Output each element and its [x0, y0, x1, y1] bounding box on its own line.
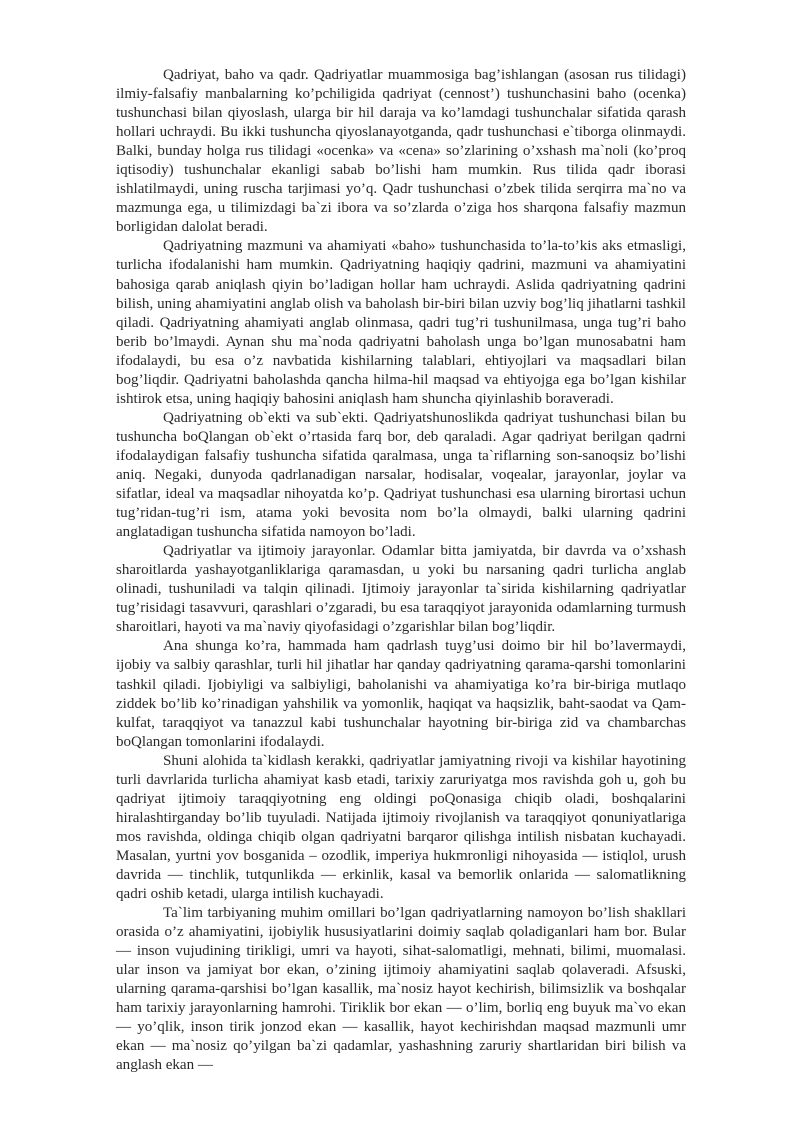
- document-page: [116, 66, 686, 1075]
- paragraph: Qadriyatlar va ijtimoiy jarayonlar. Odamlar bitta jamiyatda, bir davrda va o’xshash sharoitlarda yashayotganliklariga qaramasdan, u yoki bu narsaning qadri turlicha anglab olinadi, tushuniladi va talqin qilinadi. Ijtimoiy jarayonlar ta`sirida kishilarning qadriyatlar tug’risidagi tasavvuri, qarashlari o’zgaradi, bu esa taraqqiyot jarayonida odamlarning turmush sharoitlari, hayoti va ma`naviy qiyofasidagi o’zgarishlar bilan bog’liqdir.: [116, 543, 686, 636]
- paragraph: Qadriyat, baho va qadr. Qadriyatlar muammosiga bag’ishlangan (asosan rus tilidagi) ilmiy-falsafiy manbalarning ko’pchiligida qadriyat (cennost’) tushunchasini baho (ocenka) tushunchasi bilan qiyoslash, ularga bir hil daraja va ko’lamdagi tushunchalar sifatida qarash hollari uchraydi. Bu ikki tushuncha qiyoslanayotganda, qadr tushunchasi e`tiborga olinmaydi. Balki, bunday holga rus tilidagi «ocenka» va «cena» so’zlarining o’xshash ma`noli (ko’proq iqtisodiy) tushunchalar ekanligi sabab bo’lishi ham mumkin. Rus tilida qadr iborasi ishlatilmaydi, uning ruscha tarjimasi yo’q. Qadr tushunchasi o’zbek tilida serqirra ma`no va mazmunga ega, u tilimizdagi ba`zi ibora va so’zlarda o’ziga hos sharqona falsafiy mazmun borligidan dalolat beradi.: [116, 67, 686, 236]
- paragraph: Qadriyatning ob`ekti va sub`ekti. Qadriyatshunoslikda qadriyat tushunchasi bilan bu tushuncha boQlangan ob`ekt o’rtasida farq bor, deb qaraladi. Agar qadriyat berilgan qadrni ifodalaydigan falsafiy tushuncha sifatida qaralmasa, unga ta`riflarning son-sanoqsiz bo’lishi aniq. Negaki, dunyoda qadrlanadigan narsalar, hodisalar, voqealar, jarayonlar, joylar va sifatlar, ideal va maqsadlar nihoyatda ko’p. Qadriyat tushunchasi esa ularning birortasi uchun tug’ridan-tug’ri ism, atama yoki bevosita nom bo’la olmaydi, balki ularning qadrini anglatadigan tushuncha sifatida namoyon bo’ladi.: [116, 409, 686, 541]
- paragraph: Qadriyatning mazmuni va ahamiyati «baho» tushunchasida to’la-to’kis aks etmasligi, turlicha ifodalanishi ham mumkin. Qadriyatning haqiqiy qadrini, mazmuni va ahamiyatini bahosiga qarab aniqlash qiyin bo’ladigan hollar ham uchraydi. Aslida qadriyatning qadrini bilish, uning ahamiyatini anglab olish va baholash bir-biri bilan uzviy bog’liq jihatlarni tashkil qiladi. Qadriyatning ahamiyati anglab olinmasa, qadri tug’ri tushunilmasa, unga tug’ri baho berib bo’lmaydi. Aynan shu ma`noda qadriyatni baholash unga bo’lgan munosabatni ham ifodalaydi, bu esa o’z navbatida kishilarning talablari, ehtiyojlari va maqsadlari bilan bog’liqdir. Qadriyatni baholashda qancha hilma-hil maqsad va ehtiyojga ega bo’lgan kishilar ishtirok etsa, uning haqiqiy bahosini aniqlash ham shuncha qiyinlashib boraveradi.: [116, 238, 686, 407]
- paragraph: Shuni alohida ta`kidlash kerakki, qadriyatlar jamiyatning rivoji va kishilar hayotining turli davrlarida turlicha ahamiyat kasb etadi, tarixiy zaruriyatga mos ravishda goh u, goh bu qadriyat ijtimoiy taraqqiyotning eng oldingi poQonasiga chiqib oladi, boshqalarini hiralashtirganday bo’lib tuyuladi. Natijada ijtimoiy rivojlanish va taraqqiyot qonuniyatlariga mos ravishda, oldinga chiqib olgan qadriyatni barqaror qilishga intilish nisbatan kuchayadi. Masalan, yurtni yov bosganida – ozodlik, imperiya hukmronligi nihoyasida — istiqlol, urush davrida — tinchlik, tutqunlikda — erkinlik, kasal va bemorlik onlarida — salomatlikning qadri oshib ketadi, ularga intilish kuchayadi.: [116, 752, 686, 903]
- paragraph: Ta`lim tarbiyaning muhim omillari bo’lgan qadriyatlarning namoyon bo’lish shakllari orasida o’z ahamiyatini, ijobiylik hususiyatlarini doimiy saqlab qoladiganlari ham bor. Bular — inson vujudining tirikligi, umri va hayoti, sihat-salomatligi, mehnati, bilimi, muomalasi. ular inson va jamiyat bor ekan, o’zining ijtimoiy ahamiyatini saqlab qolaveradi. Afsuski, ularning qarama-qarshisi bo’lgan kasallik, ma`nosiz hayot kechirish, bilimsizlik va boshqalar ham tarixiy jarayonlarning hamrohi. Tiriklik bor ekan — o’lim, borliq eng buyuk ma`vo ekan — yo’qlik, inson tirik jonzod ekan — kasallik, hayot kechirishdan maqsad mazmunli umr ekan — ma`nosiz qo’yilgan ba`zi qadamlar, yashashning zaruriy shartlaridan biri bilish va anglash ekan —: [116, 905, 686, 1074]
- paragraph: Ana shunga ko’ra, hammada ham qadrlash tuyg’usi doimo bir hil bo’lavermaydi, ijobiy va salbiy qarashlar, turli hil jihatlar har qanday qadriyatning qarama-qarshi tomonlarini tashkil qiladi. Ijobiyligi va salbiyligi, baholanishi va ahamiyatiga ko’ra bir-biriga mutlaqo ziddek bo’lib ko’rinadigan yahshilik va yomonlik, haqiqat va haqsizlik, baht-saodat va Qam-kulfat, taraqqiyot va tanazzul kabi tushunchalar hayotning bir-biriga zid va chambarchas boQlangan tomonlarini ifodalaydi.: [116, 638, 686, 750]
